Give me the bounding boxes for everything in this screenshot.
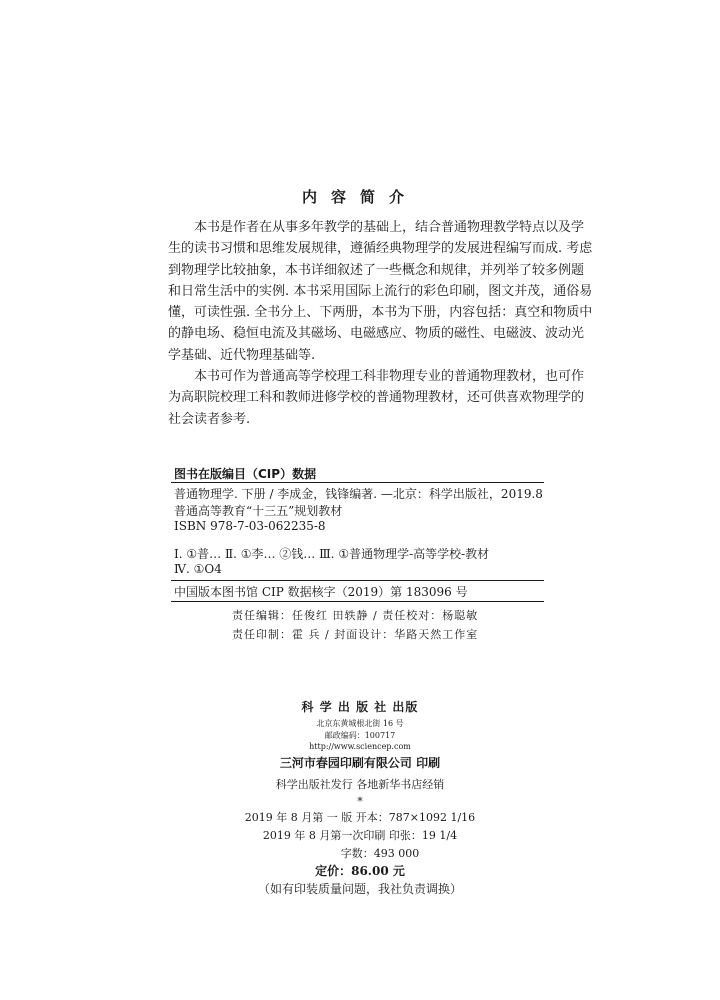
publisher-line: 科 学 出 版 社 出版 bbox=[301, 700, 419, 714]
printer-line: 三河市春园印刷有限公司 印刷 bbox=[279, 756, 441, 770]
cip-top-rule bbox=[171, 482, 544, 483]
intro-line: 的静电场、稳恒电流及其磁场、电磁感应、物质的磁性、电磁波、波动光 bbox=[168, 326, 585, 342]
publisher-postcode: 邮政编码：100717 bbox=[324, 731, 396, 740]
intro-line: 到物理学比较抽象，本书详细叙述了一些概念和规律，并列举了较多例题 bbox=[168, 262, 585, 278]
cip-series-line: 普通高等教育“十三五”规划教材 bbox=[174, 504, 343, 518]
intro-line: 懂，可读性强. 全书分上、下两册，本书为下册，内容包括：真空和物质中 bbox=[168, 305, 593, 321]
cip-classification-line-1: Ⅰ. ①普… Ⅱ. ①李… ②钱… Ⅲ. ①普通物理学-高等学校-教材 bbox=[174, 547, 490, 561]
intro-line: 社会读者参考. bbox=[168, 411, 251, 427]
cip-record-number: 中国版本图书馆 CIP 数据核字（2019）第 183096 号 bbox=[174, 585, 468, 599]
printing-line: 2019 年 8 月第一次印刷 印张：19 1/4 bbox=[262, 829, 458, 842]
word-count: 字数：493 000 bbox=[340, 847, 420, 860]
intro-paragraph-2 bbox=[168, 366, 585, 430]
publisher-address: 北京东黄城根北街 16 号 bbox=[316, 719, 404, 728]
cip-bottom-rule bbox=[171, 601, 544, 602]
intro-line: 本书可作为普通高等学校理工科非物理专业的普通物理教材，也可作 bbox=[194, 369, 585, 384]
intro-line: 本书是作者在从事多年教学的基础上，结合普通物理教学特点以及学 bbox=[194, 220, 585, 235]
credits-editors: 责任编辑：任俊红 田轶静 / 责任校对：杨聪敏 bbox=[232, 609, 479, 622]
cip-isbn: ISBN 978-7-03-062235-8 bbox=[174, 519, 326, 533]
cip-bibliographic-line: 普通物理学. 下册 / 李成金，钱锋编著. —北京：科学出版社，2019.8 bbox=[174, 487, 543, 501]
intro-line: 生的读书习惯和思维发展规律，遵循经典物理学的发展进程编写而成. 考虑 bbox=[168, 241, 593, 257]
quality-notice: （如有印装质量问题，我社负责调换） bbox=[257, 882, 462, 896]
cip-heading: 图书在版编目（CIP）数据 bbox=[174, 467, 317, 481]
intro-line: 和日常生活中的实例. 本书采用国际上流行的彩色印刷，图文并茂，通俗易 bbox=[168, 283, 593, 299]
intro-line: 为高职院校理工科和教师进修学校的普通物理教材，还可供喜欢物理学的 bbox=[168, 390, 585, 406]
publisher-website: http://www.sciencep.com bbox=[309, 742, 411, 751]
intro-line: 学基础、近代物理基础等. bbox=[168, 347, 316, 363]
cip-classification-line-2: Ⅳ. ①O4 bbox=[174, 562, 222, 576]
price: 定价：86.00 元 bbox=[315, 864, 405, 878]
separator-asterisk: * bbox=[357, 795, 363, 808]
content-intro-title: 内容简介 bbox=[301, 188, 418, 206]
distribution-line: 科学出版社发行 各地新华书店经销 bbox=[275, 778, 445, 791]
credits-printing-design: 责任印制：霍 兵 / 封面设计：华路天然工作室 bbox=[232, 628, 479, 641]
cip-middle-rule bbox=[171, 580, 544, 581]
edition-line: 2019 年 8 月第 一 版 开本：787×1092 1/16 bbox=[244, 811, 476, 824]
intro-paragraph-1 bbox=[168, 217, 593, 366]
